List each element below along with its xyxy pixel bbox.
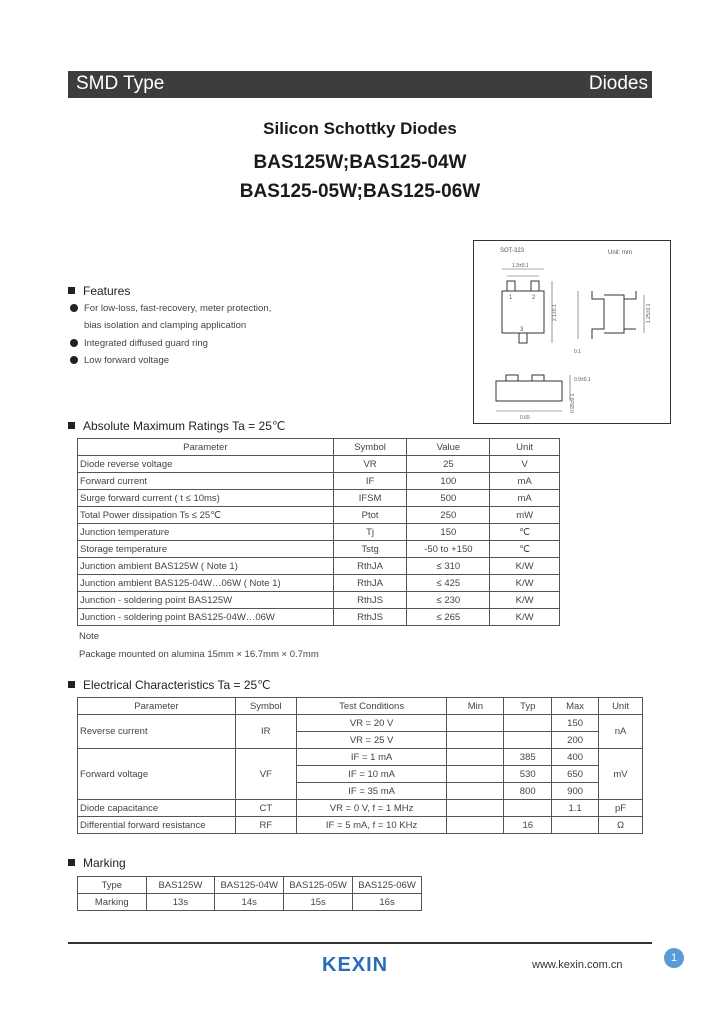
table-row: Marking 13s 14s 15s 16s xyxy=(78,894,422,911)
feature-item: For low-loss, fast-recovery, meter protection, xyxy=(70,303,271,314)
package-drawing xyxy=(473,240,671,424)
bullet-square-icon xyxy=(68,859,75,866)
header-bar xyxy=(68,71,652,98)
features-heading: Features xyxy=(68,284,130,298)
header-left-text: SMD Type xyxy=(76,73,165,94)
part-line-2: BAS125-05W;BAS125-06W xyxy=(239,181,481,202)
package-outline-svg xyxy=(474,241,670,423)
bullet-dot-icon xyxy=(70,356,78,364)
amr-table xyxy=(77,438,560,626)
dim-lead: 0.9±0.1 xyxy=(574,377,591,383)
table-header-row: Type BAS125W BAS125-04W BAS125-05W BAS125-06W xyxy=(78,877,422,894)
ec-table xyxy=(77,697,643,834)
svg-text:3: 3 xyxy=(520,327,524,333)
table-row: Differential forward resistance RF IF = 5 mA, f = 10 KHz 16 Ω xyxy=(78,817,643,834)
header-right-text: Diodes xyxy=(588,73,648,94)
amr-heading: Absolute Maximum Ratings Ta = 25℃ xyxy=(68,419,285,433)
table-row: Forward current IF 100 mA xyxy=(78,473,560,490)
package-unit: Unit: mm xyxy=(608,250,632,256)
bullet-dot-icon xyxy=(70,339,78,347)
table-row: IF = 35 mA 800 900 xyxy=(78,783,643,800)
table-row: Diode capacitance CT VR = 0 V, f = 1 MHz 1.1 pF xyxy=(78,800,643,817)
table-row: Storage temperature Tstg -50 to +150 ℃ xyxy=(78,541,560,558)
table-row: Junction ambient BAS125-04W…06W ( Note 1) RthJA ≤ 425 K/W xyxy=(78,575,560,592)
table-row: Junction - soldering point BAS125-04W…06W RthJS ≤ 265 K/W xyxy=(78,609,560,626)
table-row: Junction - soldering point BAS125W RthJS ≤ 230 K/W xyxy=(78,592,560,609)
footer-url[interactable]: www.kexin.com.cn xyxy=(532,959,623,971)
bullet-square-icon xyxy=(68,422,75,429)
table-row: Junction ambient BAS125W ( Note 1) RthJA ≤ 310 K/W xyxy=(78,558,560,575)
feature-item: Low forward voltage xyxy=(70,355,169,366)
table-row: Junction temperature Tj 150 ℃ xyxy=(78,524,560,541)
table-row: Forward voltage VF IF = 1 mA 385 400 mV xyxy=(78,749,643,766)
table-row: IF = 10 mA 530 650 xyxy=(78,766,643,783)
kexin-logo: KEXIN xyxy=(322,954,389,976)
table-header-row: Parameter Symbol Value Unit xyxy=(78,439,560,456)
marking-table xyxy=(77,876,422,911)
bullet-square-icon xyxy=(68,681,75,688)
table-row: Reverse current IR VR = 20 V 150 nA xyxy=(78,715,643,732)
table-header-row: Parameter Symbol Test Conditions Min Typ Max Unit xyxy=(78,698,643,715)
table-row: Surge forward current ( t ≤ 10ms) IFSM 500 mA xyxy=(78,490,560,507)
dim-width: 1.3±0.1 xyxy=(512,263,529,269)
dim-pitch: 0.65 xyxy=(520,415,530,421)
svg-text:2: 2 xyxy=(532,295,536,301)
table-row: Total Power dissipation Ts ≤ 25℃ Ptot 250 mW xyxy=(78,507,560,524)
feature-item: bias isolation and clamping application xyxy=(84,320,247,331)
ec-heading: Electrical Characteristics Ta = 25℃ xyxy=(68,678,271,692)
marking-heading: Marking xyxy=(68,856,126,870)
note-label: Note xyxy=(79,631,100,642)
feature-item: Integrated diffused guard ring xyxy=(70,338,208,349)
package-label: SOT-323 xyxy=(500,248,525,254)
dim-thickness: 0.95±0.1 xyxy=(570,393,576,413)
part-line-1: BAS125W;BAS125-04W xyxy=(253,152,467,173)
dim-height: 2.1±0.1 xyxy=(552,304,558,321)
footer-divider xyxy=(68,942,652,944)
bullet-dot-icon xyxy=(70,304,78,312)
dim-side: 1.25±0.1 xyxy=(646,303,652,323)
table-row: Diode reverse voltage VR 25 V xyxy=(78,456,560,473)
table-row: VR = 25 V 200 xyxy=(78,732,643,749)
page-title: Silicon Schottky Diodes xyxy=(263,119,457,138)
bullet-square-icon xyxy=(68,287,75,294)
svg-text:1: 1 xyxy=(509,295,513,301)
note-text: Package mounted on alumina 15mm × 16.7mm × 0.7mm xyxy=(79,649,319,660)
dim-standoff: 0.1 xyxy=(574,349,581,355)
page-number: 1 xyxy=(664,948,684,968)
